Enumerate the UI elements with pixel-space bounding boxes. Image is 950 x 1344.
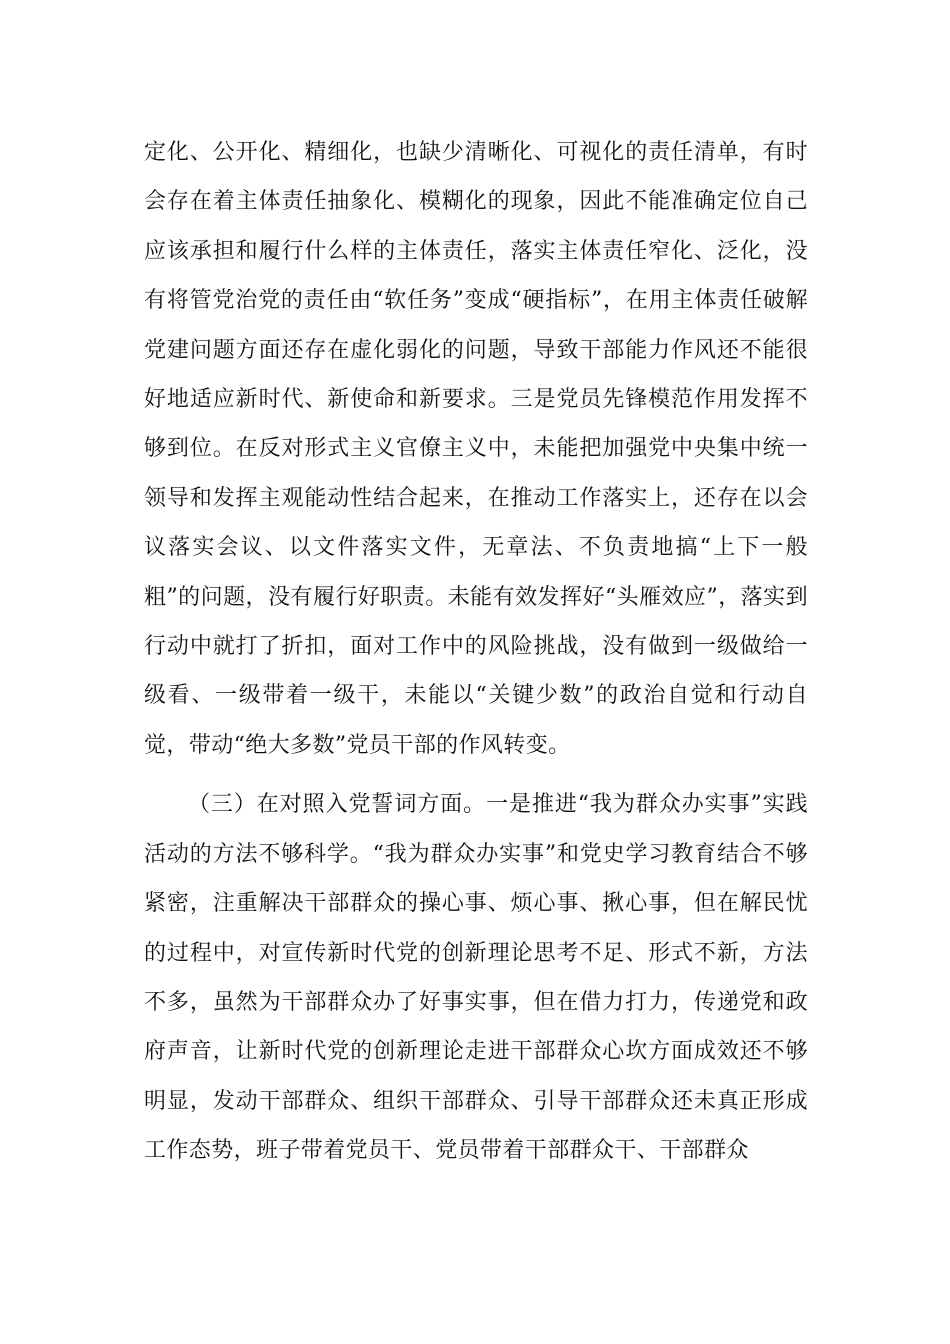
paragraph-section-three: （三）在对照入党誓词方面。一是推进“我为群众办实事”实践活动的方法不够科学。“我为群众办实事”和党史学习教育结合不够紧密，注重解决干部群众的操心事、烦心事、揪心事，但在解民忧的过程中，对宣传新时代党的创新理论思考不足、形式不新，方法不多，虽然为干部群众办了好事实事，但在借力打力，传递党和政府声音，让新时代党的创新理论走进干部群众心坎方面成效还不够明显，发动干部群众、组织干部群众、引导干部群众还未真正形成工作态势，班子带着党员干、党员带着干部群众干、干部群众 [144, 792, 808, 1164]
paragraph-continuation: 定化、公开化、精细化，也缺少清晰化、可视化的责任清单，有时会存在着主体责任抽象化、模糊化的现象，因此不能准确定位自己应该承担和履行什么样的主体责任，落实主体责任窄化、泛化，没有将管党治党的责任由“软任务”变成“硬指标”，在用主体责任破解党建问题方面还存在虚化弱化的问题，导致干部能力作风还不能很好地适应新时代、新使命和新要求。三是党员先锋模范作用发挥不够到位。在反对形式主义官僚主义中，未能把加强党中央集中统一领导和发挥主观能动性结合起来，在推动工作落实上，还存在以会议落实会议、以文件落实文件，无章法、不负责地搞“上下一般粗”的问题，没有履行好职责。未能有效发挥好“头雁效应”，落实到行动中就打了折扣，面对工作中的风险挑战，没有做到一级做给一级看、一级带着一级干，未能以“关键少数”的政治自觉和行动自觉，带动“绝大多数”党员干部的作风转变。 [144, 140, 808, 758]
document-body [144, 128, 808, 1176]
